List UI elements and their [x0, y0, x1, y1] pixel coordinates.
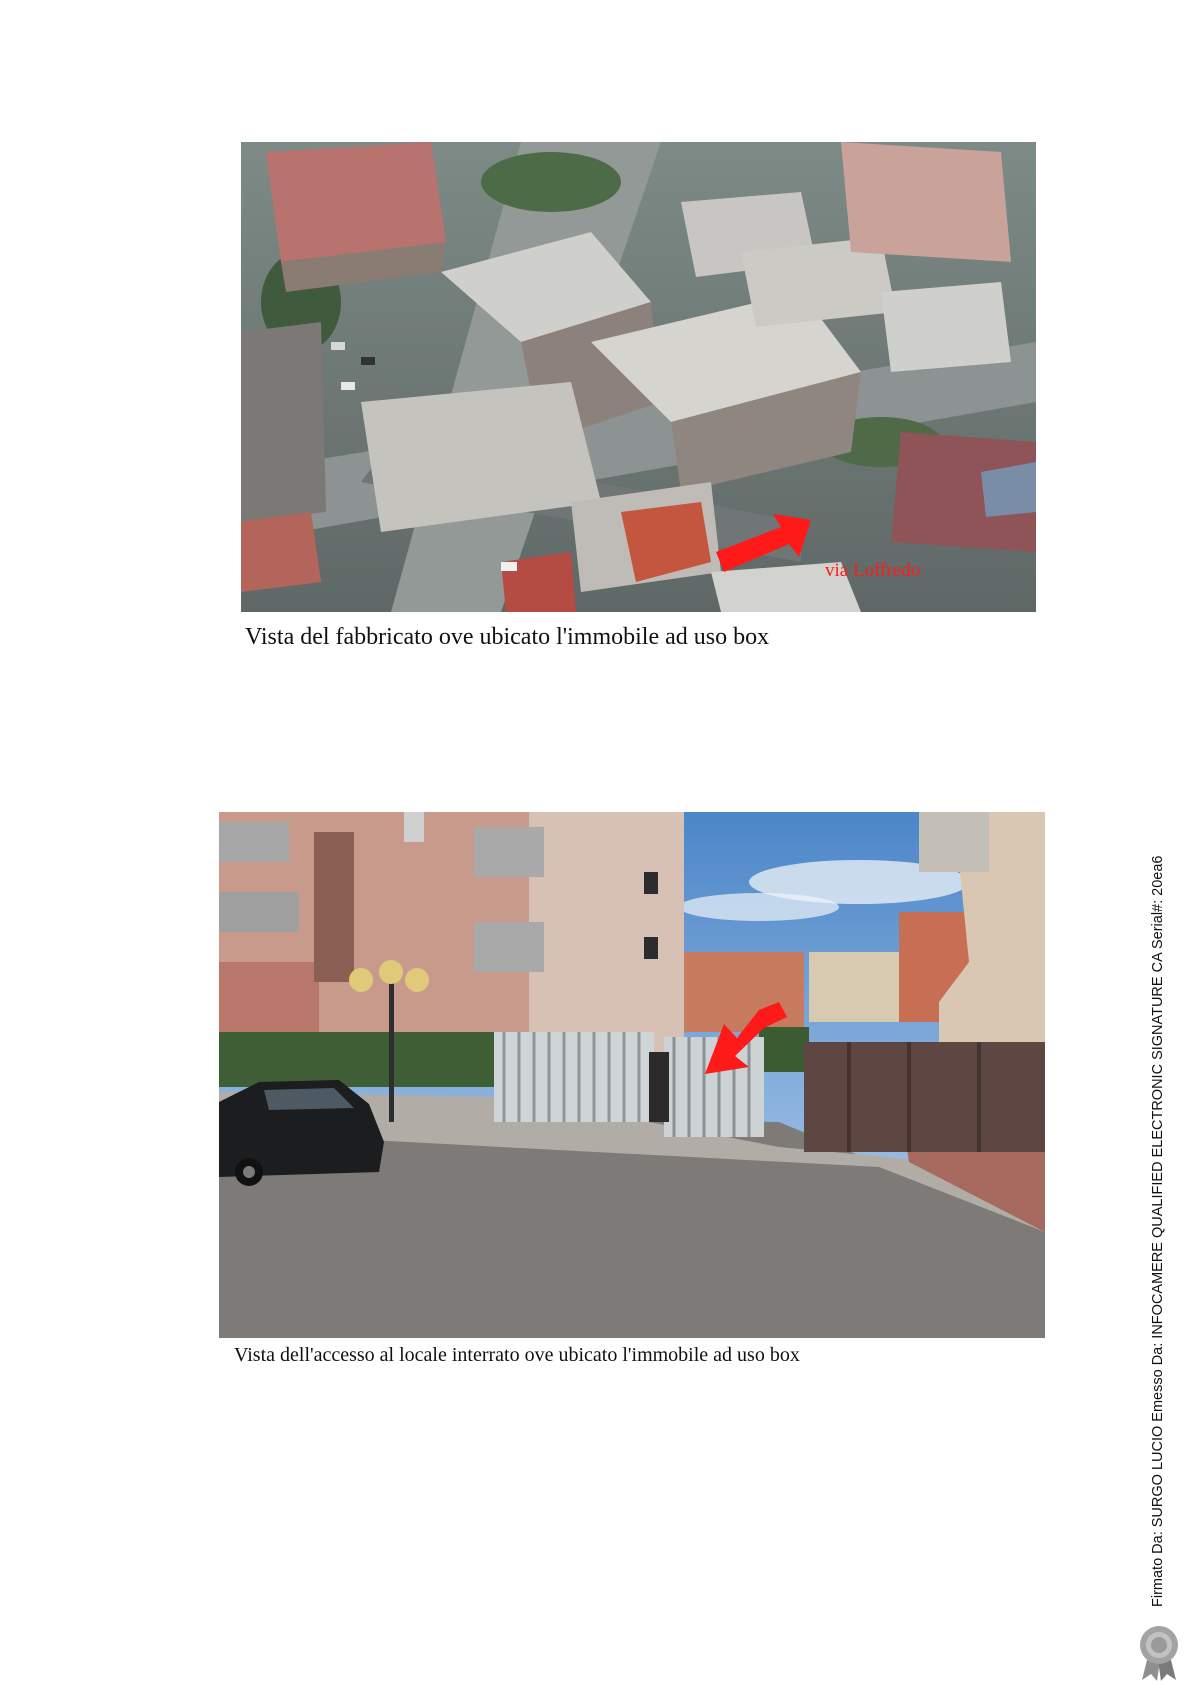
street-label: via Loffredo: [825, 560, 921, 581]
seal-ribbon-icon: [1136, 1624, 1182, 1682]
aerial-photo-caption: Vista del fabbricato ove ubicato l'immobile ad uso box: [245, 624, 770, 650]
digital-signature-text: Firmato Da: SURGO LUCIO Emesso Da: INFOCAMERE QUALIFIED ELECTRONIC SIGNATURE CA Serial#: 20ea6: [1150, 855, 1166, 1607]
aerial-photo: [241, 142, 1036, 612]
street-photo: [219, 812, 1045, 1338]
street-photo-caption: Vista dell'accesso al locale interrato ove ubicato l'immobile ad uso box: [234, 1344, 800, 1366]
